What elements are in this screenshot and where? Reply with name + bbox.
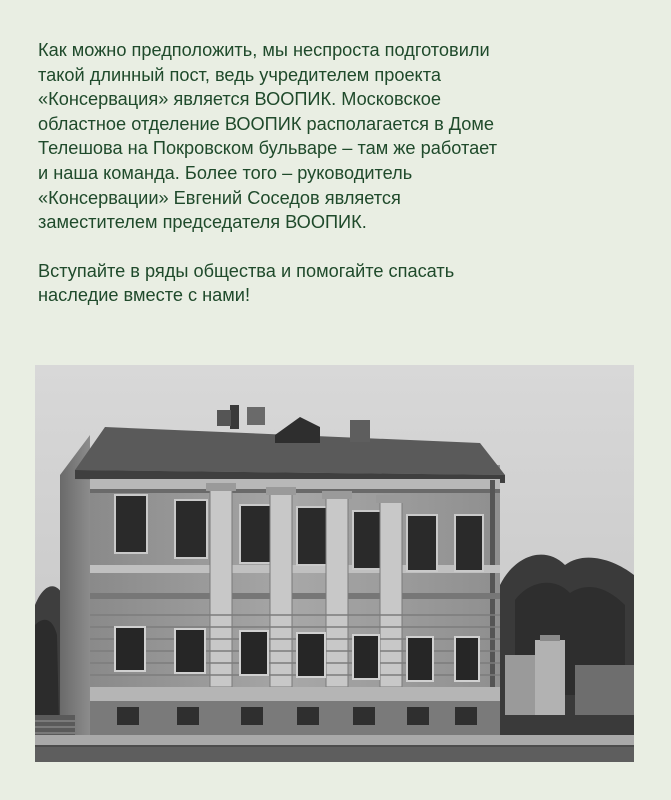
text-line: Как можно предположить, мы неспроста подготовили	[38, 40, 490, 60]
text-line: «Консервация» является ВООПИК. Московское	[38, 89, 441, 110]
text-line: «Консервации» Евгений Соседов является	[38, 187, 401, 208]
paragraph-voopik	[38, 38, 638, 235]
paragraph-call-to-action	[38, 259, 638, 308]
building-illustration	[35, 365, 634, 762]
text-line: заместителем председателя ВООПИК.	[38, 212, 367, 233]
telishov-house-photo	[35, 365, 634, 762]
text-line: Вступайте в ряды общества и помогайте спасать	[38, 260, 455, 281]
text-line: областное отделение ВООПИК располагается в Доме	[38, 113, 495, 134]
text-line: наследие вместе с нами!	[38, 285, 251, 306]
text-line: такой длинный пост, ведь учредителем проекта	[38, 64, 441, 85]
text-line: и наша команда. Более того – руководитель	[38, 162, 413, 183]
post-text	[38, 38, 638, 308]
text-line: Телешова на Покровском бульваре – там же работает	[38, 138, 498, 159]
